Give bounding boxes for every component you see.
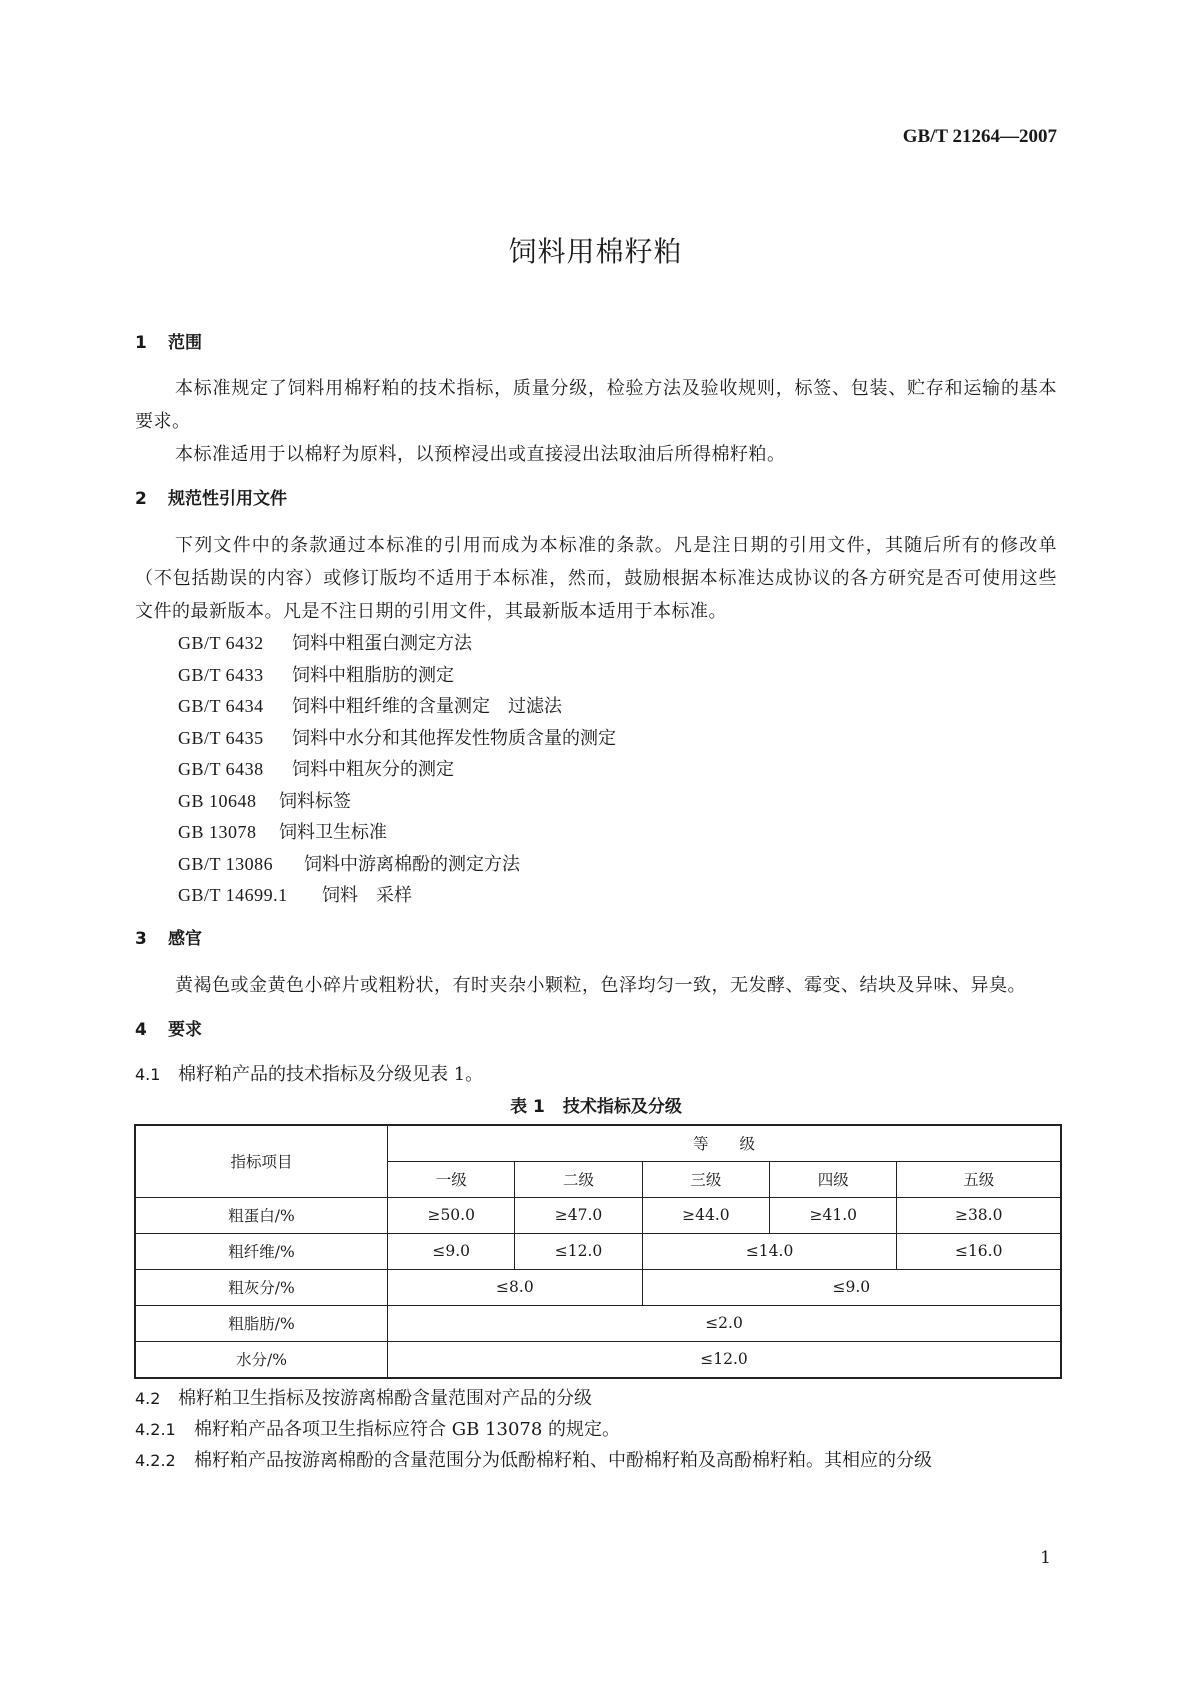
reference-code: GB 13078	[178, 822, 257, 842]
reference-title: 饲料中粗脂肪的测定	[292, 664, 454, 686]
document-title: 饲料用棉籽粕	[508, 235, 683, 268]
list-item	[135, 880, 1057, 912]
clause-number: 4.2.2	[135, 1450, 176, 1470]
reference-code: GB/T 6432	[178, 633, 264, 653]
table-row	[135, 1233, 1061, 1269]
list-item	[135, 691, 1057, 723]
table-cell: ≤9.0	[642, 1269, 1061, 1305]
clause-4-2-2	[135, 1445, 1057, 1476]
grade-label: 五级	[897, 1161, 1061, 1197]
grade-label: 四级	[770, 1161, 897, 1197]
grade-label: 三级	[642, 1161, 769, 1197]
reference-title: 饲料卫生标准	[279, 822, 387, 843]
list-item	[135, 849, 1057, 881]
table-row	[135, 1197, 1061, 1233]
reference-code: GB/T 6433	[178, 664, 264, 685]
reference-title: 饲料中水分和其他挥发性物质含量的测定	[292, 727, 616, 749]
clause-number: 4.1	[135, 1064, 161, 1084]
reference-code: GB/T 6434	[178, 696, 264, 716]
reference-code: GB 10648	[178, 790, 257, 811]
table-cell: ≥38.0	[897, 1197, 1061, 1233]
section-number: 2	[135, 489, 147, 509]
clause-text: 棉籽粕产品的技术指标及分级见表 1。	[178, 1063, 484, 1085]
section-title: 要求	[168, 1019, 202, 1040]
section-1-heading	[135, 330, 1057, 356]
section-4-heading	[135, 1017, 1057, 1043]
clause-text: 棉籽粕产品各项卫生指标应符合 GB 13078 的规定。	[194, 1418, 621, 1440]
table-cell: ≤9.0	[388, 1233, 515, 1269]
clause-text: 棉籽粕卫生指标及按游离棉酚含量范围对产品的分级	[178, 1387, 592, 1409]
reference-code: GB/T 6438	[178, 759, 264, 779]
list-item	[135, 660, 1057, 692]
clause-number: 4.2.1	[135, 1419, 176, 1439]
clause-4-1	[135, 1059, 1057, 1090]
table-cell: ≥44.0	[642, 1197, 769, 1233]
spec-table	[134, 1124, 1062, 1379]
section-title: 感官	[168, 928, 202, 949]
section-2-heading	[135, 486, 1057, 512]
scope-paragraph-1: 本标准规定了饲料用棉籽粕的技术指标，质量分级，检验方法及验收规则，标签、包装、贮存和运输的基本要求。	[135, 378, 1057, 432]
row-label: 粗蛋白/%	[135, 1197, 388, 1233]
reference-title: 饲料中粗纤维的含量测定 过滤法	[292, 696, 562, 717]
list-item	[135, 754, 1057, 786]
table-cell: ≤2.0	[388, 1305, 1061, 1341]
table-number: 表 1	[510, 1096, 545, 1117]
list-item	[135, 723, 1057, 755]
document-body	[135, 330, 1057, 1476]
reference-code: GB/T 6435	[178, 727, 264, 748]
table-cell: ≤8.0	[388, 1269, 643, 1305]
table-title: 技术指标及分级	[562, 1096, 682, 1117]
table-cell: ≤12.0	[515, 1233, 642, 1269]
table-cell: ≤14.0	[642, 1233, 897, 1269]
clause-4-2-1	[135, 1414, 1057, 1445]
section-number: 4	[135, 1019, 147, 1040]
clause-4-2	[135, 1383, 1057, 1414]
clause-number: 4.2	[135, 1388, 161, 1408]
list-item	[135, 786, 1057, 818]
section-3-heading	[135, 926, 1057, 952]
row-label: 粗纤维/%	[135, 1233, 388, 1269]
clause-text: 棉籽粕产品按游离棉酚的含量范围分为低酚棉籽粕、中酚棉籽粕及高酚棉籽粕。其相应的分级	[194, 1449, 932, 1471]
grade-label: 一级	[388, 1161, 515, 1197]
section-number: 1	[135, 333, 147, 353]
reference-title: 饲料中粗灰分的测定	[292, 759, 454, 780]
reference-code: GB/T 14699.1	[178, 885, 288, 905]
page-number: 1	[1040, 1548, 1051, 1568]
grade-label: 二级	[515, 1161, 642, 1197]
table-row	[135, 1269, 1061, 1305]
section-title: 规范性引用文件	[168, 489, 287, 509]
table-header-item: 指标项目	[135, 1125, 388, 1198]
table-cell: ≥47.0	[515, 1197, 642, 1233]
table-cell: ≥41.0	[770, 1197, 897, 1233]
row-label: 粗灰分/%	[135, 1269, 388, 1305]
reference-code: GB/T 13086	[178, 853, 274, 874]
sensory-paragraph: 黄褐色或金黄色小碎片或粗粉状，有时夹杂小颗粒，色泽均匀一致，无发酵、霉变、结块及异味、异臭。	[175, 974, 1026, 996]
section-number: 3	[135, 928, 147, 949]
table-cell: ≤16.0	[897, 1233, 1061, 1269]
list-item	[135, 817, 1057, 849]
table-cell: ≥50.0	[388, 1197, 515, 1233]
standard-code: GB/T 21264—2007	[902, 126, 1057, 147]
table-cell: ≤12.0	[388, 1341, 1061, 1378]
list-item	[135, 628, 1057, 660]
references-intro: 下列文件中的条款通过本标准的引用而成为本标准的条款。凡是注日期的引用文件，其随后所有的修改单（不包括勘误的内容）或修订版均不适用于本标准，然而，鼓励根据本标准达成协议的各方研究是否可使用这些文件的最新版本。凡是不注日期的引用文件，其最新版本适用于本标准。	[135, 535, 1057, 622]
table-caption	[135, 1090, 1057, 1124]
reference-title: 饲料标签	[279, 790, 351, 812]
table-header-grade: 等 级	[388, 1125, 1061, 1162]
section-title: 范围	[168, 333, 202, 353]
table-header-row	[135, 1125, 1061, 1162]
scope-paragraph-2: 本标准适用于以棉籽为原料，以预榨浸出或直接浸出法取油后所得棉籽粕。	[175, 444, 786, 465]
reference-list	[135, 628, 1057, 912]
reference-title: 饲料 采样	[322, 885, 412, 906]
row-label: 粗脂肪/%	[135, 1305, 388, 1341]
table-row	[135, 1341, 1061, 1378]
reference-title: 饲料中游离棉酚的测定方法	[304, 853, 520, 875]
table-row	[135, 1305, 1061, 1341]
row-label: 水分/%	[135, 1341, 388, 1378]
reference-title: 饲料中粗蛋白测定方法	[292, 633, 472, 654]
